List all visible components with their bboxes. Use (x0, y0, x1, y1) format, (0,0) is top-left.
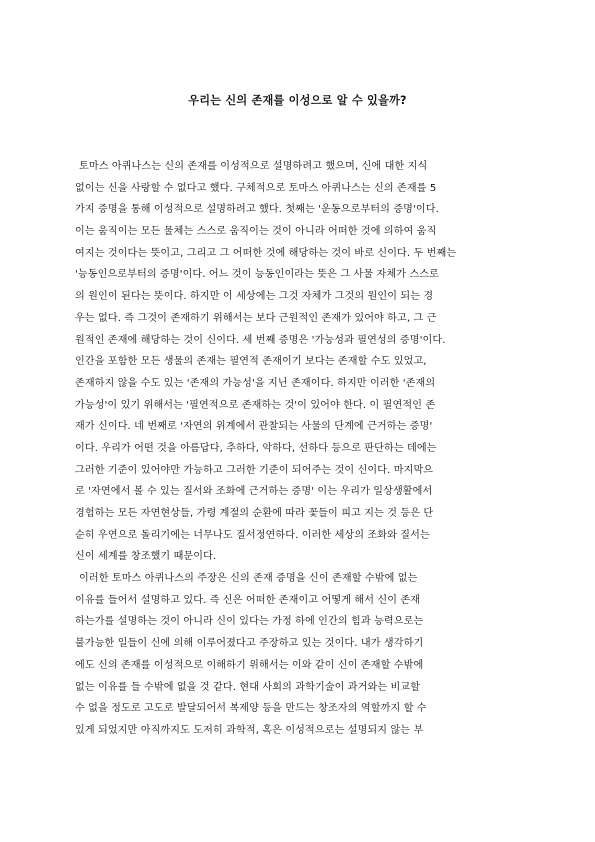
body-line: 하는가를 설명하는 것이 아니라 신이 있다는 가정 하에 인간의 힘과 능력으로는 (75, 616, 424, 628)
body-line: 이는 움직이는 모든 물체는 스스로 움직이는 것이 아니라 어떠한 것에 의하여 움직 (75, 226, 437, 238)
document-title: 우리는 신의 존재를 이성으로 알 수 있을까? (188, 94, 407, 107)
body-line: 이러한 토마스 아퀴나스의 주장은 신의 존재 증명을 신이 존재할 수밖에 없는 (79, 573, 418, 585)
body-line: 토마스 아퀴나스는 신의 존재를 이성적으로 설명하려고 했으며, 신에 대한 지식 (79, 161, 428, 172)
body-line: 로 '자연에서 볼 수 있는 질서와 조화에 근거하는 증명' 이는 우리가 일상생활에서 (75, 486, 433, 498)
body-line: 순히 우연으로 돌리기에는 너무나도 질서정연하다. 이러한 세상의 조화와 질서는 (75, 529, 430, 541)
body-line: 가지 증명을 통해 이성적으로 설명하려고 했다. 첫째는 '운동으로부터의 증명'이다. (75, 204, 439, 216)
document-body (75, 156, 515, 742)
body-line: 존재하지 않을 수도 있는 '존재의 가능성'을 지닌 존재이다. 하지만 이러한 '존재의 (75, 377, 436, 389)
body-line: 이다. 우리가 어떤 것을 아름답다, 추하다, 악하다, 선하다 등으로 판단하는 데에는 (75, 442, 437, 454)
body-line: '능동인으로부터의 증명'이다. 어느 것이 능동인이라는 뜻은 그 사물 자체가 스스로 (75, 269, 439, 281)
body-line: 이유를 들어서 설명하고 있다. 즉 신은 어떠한 존재이고 어떻게 해서 신이 존재 (75, 594, 421, 606)
body-line: 불가능한 일들이 신에 의해 이루어졌다고 주장하고 있는 것이다. 내가 생각하기 (75, 638, 424, 650)
body-line: 의 원인이 된다는 뜻이다. 하지만 이 세상에는 그것 자체가 그것의 원인이 되는 경 (75, 291, 434, 303)
body-line: 신이 세계를 창조했기 때문이다. (75, 551, 217, 563)
body-line: 재가 신이다. 네 번째로 '자연의 위계에서 관찰되는 사물의 단계에 근거하는 증명' (75, 421, 433, 433)
body-line: 있게 되었지만 아직까지도 도저히 과학적, 혹은 이성적으로는 설명되지 않는 부 (75, 724, 424, 736)
body-line: 수 없을 정도로 고도로 발달되어서 복제양 등을 만드는 창조자의 역할까지 할 수 (75, 703, 427, 715)
body-line: 가능성'이 있기 위해서는 '필연적으로 존재하는 것'이 있어야 한다. 이 필연적인 존 (75, 399, 436, 411)
body-line: 인간을 포함한 모든 생물의 존재는 필연적 존재이기 보다는 존재할 수도 있었고, (75, 356, 427, 368)
body-line: 경험하는 모든 자연현상들, 가령 계절의 순환에 따라 꽃들이 피고 지는 것 등은 단 (75, 508, 434, 519)
body-line: 원적인 존재에 해당하는 것이 신이다. 세 번째 증명은 '가능성과 필연성의 증명'이다. (75, 334, 446, 346)
body-line: 에도 신의 존재를 이성적으로 이해하기 위해서는 이와 같이 신이 존재할 수밖에 (75, 659, 424, 671)
body-line: 없이는 신을 사랑할 수 없다고 했다. 구체적으로 토마스 아퀴나스는 신의 존재를 5 (75, 182, 437, 194)
body-line: 없는 이유를 들 수밖에 없을 것 같다. 현대 사회의 과학기술이 과거와는 비교할 (75, 681, 421, 693)
body-line: 우는 없다. 즉 그것이 존재하기 위해서는 보다 근원적인 존재가 있어야 하고, 그 근 (75, 312, 437, 324)
body-line: 여지는 것이다는 뜻이고, 그리고 그 어떠한 것에 해당하는 것이 바로 신이다. 두 번째는 (75, 247, 457, 259)
body-line: 그러한 기준이 있어야만 가능하고 그러한 기준이 되어주는 것이 신이다. 마지막으 (75, 464, 434, 476)
